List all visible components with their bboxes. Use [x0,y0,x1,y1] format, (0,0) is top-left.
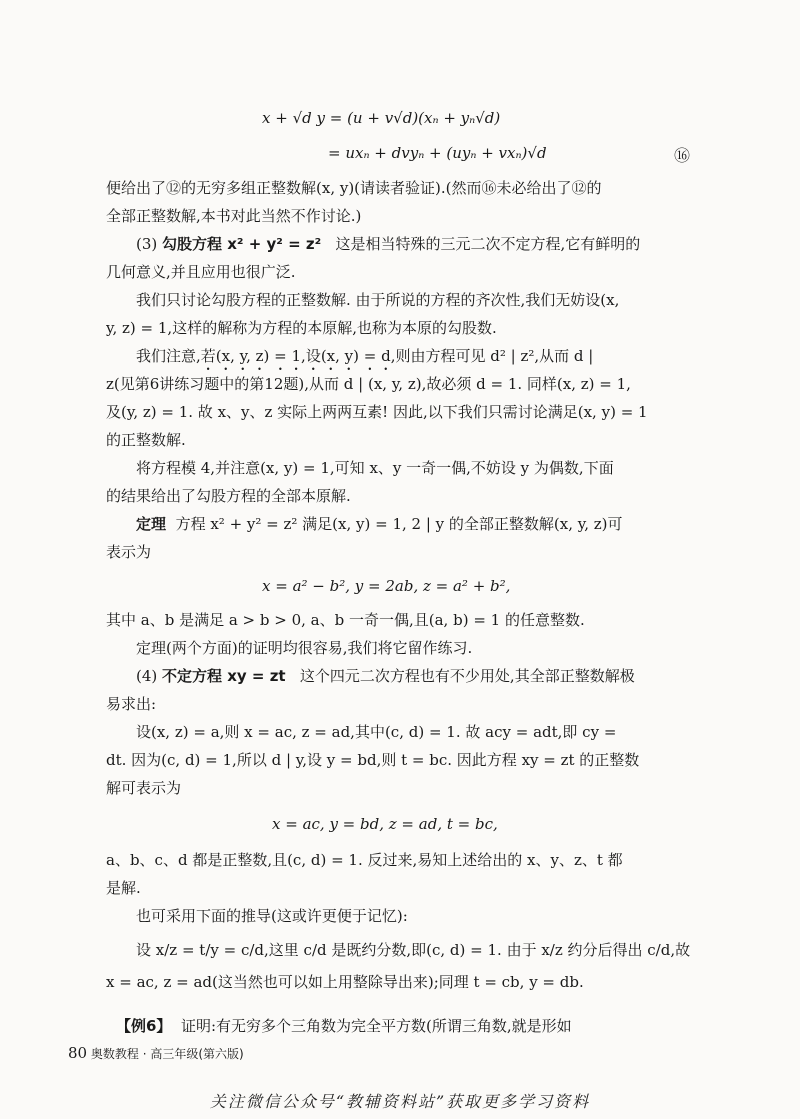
section-4-heading [136,666,696,686]
paragraph-line: 我们只讨论勾股方程的正整数解. 由于所说的方程的齐次性,我们无妨设(x, [136,291,620,309]
paragraph-line: 是解. [106,879,141,897]
paragraph-line [136,346,696,374]
paragraph-line: 的结果给出了勾股方程的全部本原解. [106,487,351,505]
book-title: 奥数教程 · 高三年级(第六版) [90,1047,244,1061]
example-text: 证明:有无穷多个三角数为完全平方数(所谓三角数,就是形如 [180,1017,572,1035]
text-fragment: 我们注意, [136,347,201,365]
fraction-derivation-line: 设 x/z = t/y = c/d,这里 c/d 是既约分数,即(c, d) = 1. 由于 x/z 约分后得出 c/d,故 [136,941,691,959]
example-6-statement [116,1016,696,1036]
paragraph-line: dt. 因为(c, d) = 1,所以 d | y,设 y = bd,则 t = bc. 因此方程 xy = zt 的正整数 [106,751,640,769]
paragraph-line: 定理(两个方面)的证明均很容易,我们将它留作练习. [136,639,473,657]
equation-16-line1: x + √d y = (u + v√d)(xₙ + yₙ√d) [262,109,501,127]
text-fragment: 则由方程可见 d² | z²,从而 d | [395,347,594,365]
section-title: 勾股方程 x² + y² = z² [162,235,322,253]
paragraph-line: 便给出了⑫的无穷多组正整数解(x, y)(请读者验证).(然而⑯未必给出了⑫的 [106,179,602,197]
theorem-label: 定理 [136,515,167,533]
section-number: (4) [136,667,163,685]
theorem-statement [136,514,696,534]
equation-number: ⑯ [673,146,690,165]
paragraph-line: 的正整数解. [106,431,186,449]
paragraph-line: 表示为 [106,543,152,561]
section-intro: 这个四元二次方程也有不少用处,其全部正整数解极 [299,667,635,685]
xyzt-solution-equation: x = ac, y = bd, z = ad, t = bc, [272,815,498,833]
page-footer [68,1045,244,1062]
paragraph-line: 及(y, z) = 1. 故 x、y、z 实际上两两互素! 因此,以下我们只需讨论满足(x, y) = 1 [106,403,648,421]
section-intro: 这是相当特殊的三元二次不定方程,它有鲜明的 [335,235,641,253]
section-number: (3) [136,235,163,253]
section-3-heading [136,234,696,254]
paragraph-line: y, z) = 1,这样的解称为方程的本原解,也称为本原的勾股数. [106,319,497,337]
paragraph-line: 几何意义,并且应用也很广泛. [106,263,296,281]
paragraph-line: a、b、c、d 都是正整数,且(c, d) = 1. 反过来,易知上述给出的 x、y、z、t 都 [106,851,623,869]
example-label: 【例6】 [116,1017,172,1035]
equation-16-line2: = uxₙ + dvyₙ + (uyₙ + vxₙ)√d [328,144,547,162]
paragraph-line: 其中 a、b 是满足 a > b > 0, a、b 一奇一偶,且(a, b) = 1 的任意整数. [106,611,585,629]
paragraph-line: 也可采用下面的推导(这或许更便于记忆): [136,907,408,925]
paragraph-line: 解可表示为 [106,779,182,797]
section-title: 不定方程 xy = zt [162,667,286,685]
watermark-text: 关注微信公众号“教辅资料站”获取更多学习资料 [209,1092,591,1111]
emphasized-text: 若(x, y, z) = 1,设(x, y) = d, [200,347,396,365]
theorem-text: 方程 x² + y² = z² 满足(x, y) = 1, 2 | y 的全部正整数解(x, y, z)可 [175,515,623,533]
paragraph-line: 将方程模 4,并注意(x, y) = 1,可知 x、y 一奇一偶,不妨设 y 为偶数,下面 [136,459,614,477]
paragraph-line: 易求出: [106,695,157,713]
paragraph-line: z(见第6讲练习题中的第12题),从而 d | (x, y, z),故必须 d = 1. 同样(x, z) = 1, [106,375,631,393]
pythagorean-solution-equation: x = a² − b², y = 2ab, z = a² + b², [262,577,511,595]
paragraph-line: x = ac, z = ad(这当然也可以如上用整除导出来);同理 t = cb, y = db. [106,973,584,991]
page-number: 80 [68,1044,88,1062]
paragraph-line: 全部正整数解,本书对此当然不作讨论.) [106,207,362,225]
paragraph-line: 设(x, z) = a,则 x = ac, z = ad,其中(c, d) = 1. 故 acy = adt,即 cy = [136,723,617,741]
